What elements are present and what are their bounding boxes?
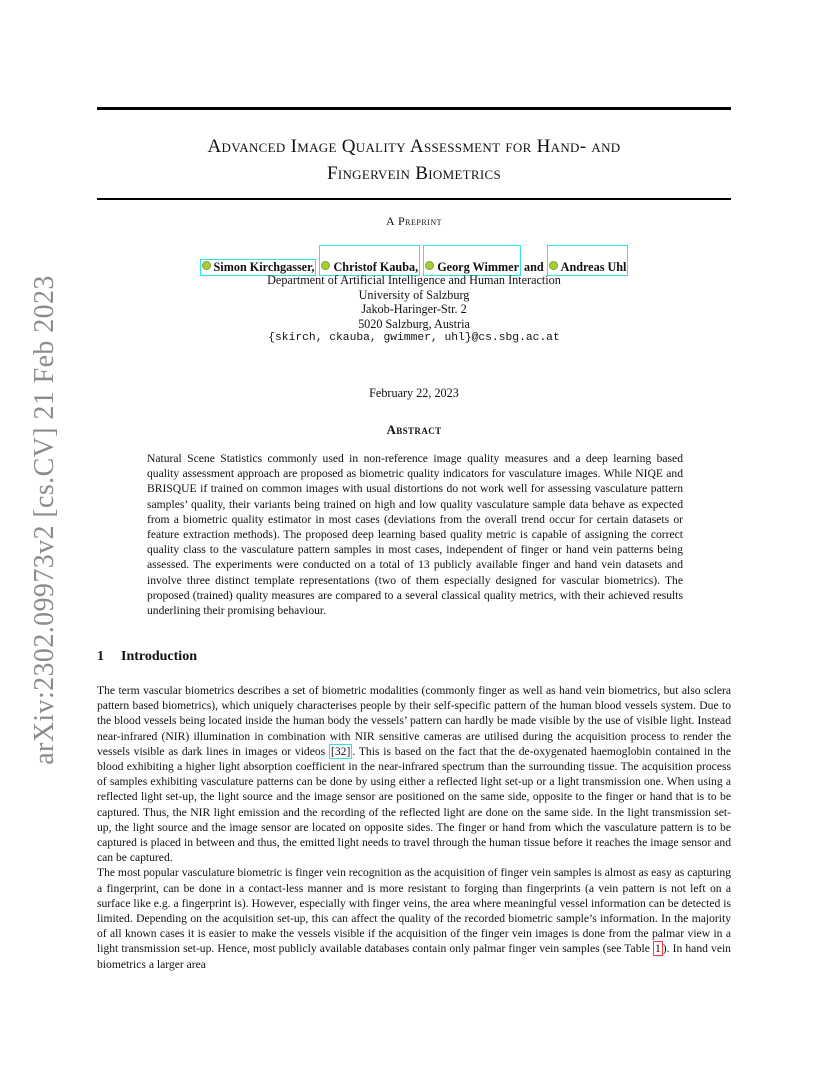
- citation-link[interactable]: [32]: [331, 744, 351, 758]
- title-bottom-rule: [97, 198, 731, 200]
- and-word: and: [523, 260, 544, 274]
- abstract-text: Natural Scene Statistics commonly used in non-reference image quality measures and a deep learning based quality assessment approach are proposed as biometric quality indicators for vasculature images. While NIQE and BRISQUE if trained on common images with usual distortions do not work well for assessing vasculature pattern samples’ quality, their variants being trained on high and low quality vasculature sample data behave as expected from a biometric quality estimator in most cases (deviations from the overall trend occur for certain datasets or feature extraction methods). The proposed deep learning based quality metric is capable of assigning the correct quality class to the vasculature pattern samples in most cases, independent of finger or hand vein patterns being assessed. The experiments were conducted on a total of 13 publicly available finger and hand vein datasets and involve three distinct template representations (two of them especially designed for vascular biometrics). The proposed (trained) quality measures are compared to a several classical quality metrics, with their achieved results underlining their promising behaviour.: [147, 452, 683, 618]
- publication-date: February 22, 2023: [369, 386, 459, 400]
- paragraph-text: . This is based on the fact that the de-oxygenated haemoglobin contained in the blood exhibiting a higher light absorption coefficient in the near-infrared spectrum than the surrounding tissue. The acquisition process of samples exhibiting vasculature patterns can be done by using either a reflected light set-up or a light transmission one. When using a reflected light set-up, the light source and the image sensor are positioned on the same side, opposite to the finger or hand that is to be captured. Thus, the NIR light emission and the recording of the reflected light are done on the same side. In the light transmission set-up, the light source and the image sensor are located on opposite sides. The finger or hand from which the vasculature pattern is to be captured is placed in between and thus, the emitted light needs to travel through the human tissue before it reaches the image sensor and can be captured.: [97, 744, 731, 865]
- paragraph-text: The term vascular biometrics describes a set of biometric modalities (commonly finger as well as hand vein biometrics, but also sclera pattern based biometrics), which uniquely characterises people by their self-specific pattern of the human blood vessels system. Due to the blood vessels being located inside the human body the vessels’ pattern can hardly be made visible by the use of visible light. Instead near-infrared (NIR) illumination in combination with NIR sensitive cameras are utilised during the acquisition process to render the vessels visible as dark lines in images or videos: [97, 684, 731, 758]
- orcid-icon[interactable]: [549, 261, 558, 270]
- preprint-label: A Preprint: [385, 214, 442, 228]
- abstract-heading: Abstract: [386, 422, 442, 437]
- orcid-icon[interactable]: [321, 261, 330, 270]
- paragraph: [97, 865, 731, 971]
- author-link[interactable]: [423, 245, 521, 276]
- orcid-icon[interactable]: [202, 261, 211, 270]
- paragraph: [97, 683, 731, 865]
- affiliation-street: Jakob-Haringer-Str. 2: [361, 302, 467, 317]
- title-line-2: Fingervein Biometrics: [326, 163, 502, 184]
- affiliation-university: University of Salzburg: [358, 287, 470, 302]
- table-ref-link[interactable]: 1: [654, 942, 661, 956]
- paragraph-text: ). In hand vein biometrics a larger area: [97, 942, 731, 971]
- title-top-rule: [97, 107, 731, 110]
- author-name: Georg Wimmer: [437, 260, 519, 274]
- affiliation-city: 5020 Salzburg, Austria: [358, 316, 470, 331]
- affiliation-department: Department of Artificial Intelligence and Human Interaction: [267, 273, 561, 287]
- author-link[interactable]: [547, 245, 629, 276]
- author-name: Christof Kauba,: [333, 260, 419, 274]
- paragraph-text: The most popular vasculature biometric is finger vein recognition as the acquisition of finger vein samples is almost as easy as capturing a fingerprint, can be done in a contact-less manner and is more resistant to forging than fingerprints (a vein pattern is not left on a surface like e.g. a fingerprint is). However, especially with finger veins, the area where meaningful vessel information can be detected is limited. Depending on the acquisition set-up, this can affect the quality of the recorded biometric sample’s information. In the majority of all known cases it is easier to make the vessels visible if the acquisition of the finger vein images is done from the palmar view in a light transmission set-up. Hence, most publicly available databases contain only palmar finger vein samples (see Table: [97, 866, 731, 956]
- orcid-icon[interactable]: [425, 261, 434, 270]
- section-heading: [97, 649, 197, 665]
- author-name: Simon Kirchgasser,: [213, 260, 315, 274]
- author-name: Andreas Uhl: [560, 260, 627, 274]
- paper-title: [97, 133, 731, 187]
- affiliation-block: [97, 273, 731, 346]
- body-text: [97, 683, 731, 972]
- title-line-1: Advanced Image Quality Assessment for Hand- and: [207, 136, 621, 157]
- section-number: 1: [97, 649, 104, 664]
- arxiv-identifier: arXiv:2302.09973v2 [cs.CV] 21 Feb 2023: [29, 275, 60, 765]
- section-title: Introduction: [121, 649, 197, 664]
- author-link[interactable]: [319, 245, 420, 276]
- author-emails: {skirch, ckauba, gwimmer, uhl}@cs.sbg.ac.at: [268, 332, 560, 345]
